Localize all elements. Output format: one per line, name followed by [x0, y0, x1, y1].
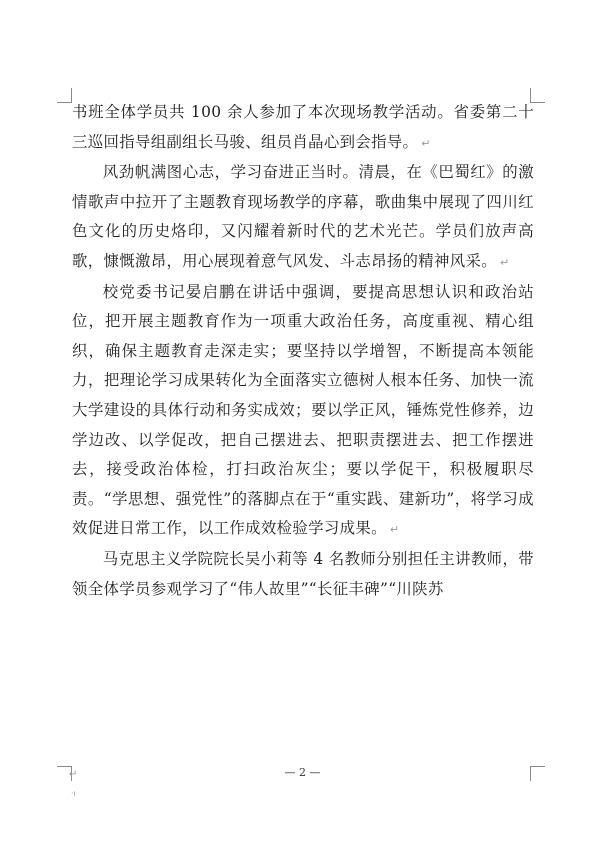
paragraph-4-text: 马克思主义学院院长吴小莉等 4 名教师分别担任主讲教师，带领全体学员参观学习了“伟人故里”“长征丰碑”“川陕苏 — [72, 549, 534, 598]
paragraph-3 — [72, 278, 534, 545]
document-body[interactable] — [72, 98, 534, 604]
footer-anchor-mark: ·ı — [71, 789, 76, 798]
paragraph-mark-icon: ↵ — [421, 136, 431, 150]
crop-mark-top-left — [57, 88, 72, 103]
paragraph-1 — [72, 98, 534, 158]
footer-paragraph-mark-icon: ↵ — [69, 769, 78, 780]
paragraph-3-text: 校党委书记晏启鹏在讲话中强调，要提高思想认识和政治站位，把开展主题教育作为一项重大政治任务，高度重视、精心组织，确保主题教育走深走实；要坚持以学增智，不断提高本领能力，把理论学习成果转化为全面落实立德树人根本任务、加快一流大学建设的具体行动和务实成效；要以学正风，锤炼党性修养，边学边改、以学促改，把自己摆进去、把职责摆进去、把工作摆进去，接受政治体检，打扫政治灰尘；要以学促干，积极履职尽责。“学思想、强党性”的落脚点在于“重实践、建新功”，将学习成效促进日常工作，以工作成效检验学习成果。 — [72, 282, 534, 538]
paragraph-2-text: 风劲帆满图心志，学习奋进正当时。清晨，在《巴蜀红》的激情歌声中拉开了主题教育现场教学的序幕，歌曲集中展现了四川红色文化的历史烙印，又闪耀着新时代的艺术光芒。学员们放声高歌，慷慨激昂，用心展现着意气风发、斗志昂扬的精神风采。 — [72, 163, 534, 270]
paragraph-mark-icon: ↵ — [500, 255, 510, 269]
paragraph-1-text: 书班全体学员共 100 余人参加了本次现场教学活动。省委第二十三巡回指导组副组长马骏、组员肖晶心到会指导。 — [72, 103, 534, 151]
paragraph-mark-icon: ↵ — [389, 523, 400, 537]
paragraph-4 — [72, 545, 534, 604]
paragraph-2 — [72, 158, 534, 277]
page-number: — 2 — — [284, 766, 321, 779]
